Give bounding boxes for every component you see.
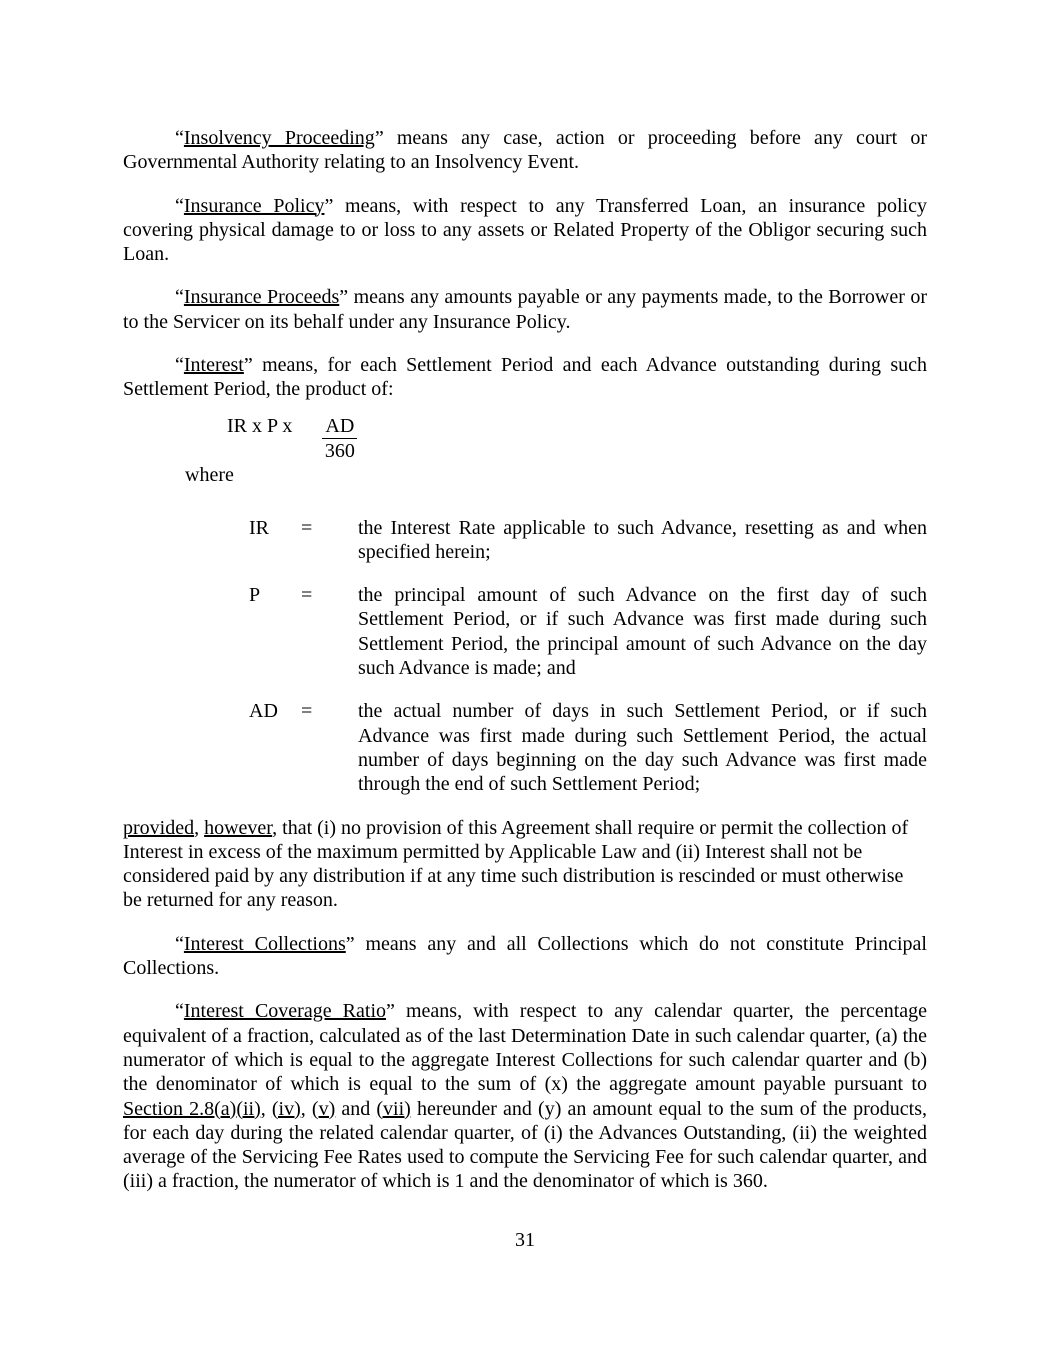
- interest-formula: [227, 414, 927, 464]
- page-number: 31: [515, 1229, 535, 1251]
- equals-sign: =: [301, 584, 313, 607]
- definition-symbol: IR: [249, 516, 269, 539]
- where-label: where: [185, 464, 234, 487]
- underlined-term: (v): [311, 1097, 336, 1120]
- definition-symbol: P: [249, 584, 261, 607]
- underlined-term: Interest Collections: [183, 932, 346, 955]
- underlined-term: Insolvency Proceeding: [183, 127, 375, 149]
- formula-fraction: [322, 414, 357, 464]
- underlined-term: provided: [123, 816, 195, 839]
- paragraph-interest-collections: “Interest Collections” means any and all Collections which do not constitute Principal Collections.: [123, 932, 927, 980]
- underlined-term: Insurance Proceeds: [183, 286, 340, 309]
- underlined-term: Interest Coverage Ratio: [183, 1000, 387, 1023]
- definition-symbol: AD: [249, 700, 278, 723]
- underlined-term: (iv): [271, 1097, 301, 1120]
- definition-row-p: [249, 583, 927, 680]
- underlined-term: (vii): [376, 1097, 411, 1120]
- definition-text: the principal amount of such Advance on the first day of such Settlement Period, or if such Advance was first made during such Settlement Period, the principal amount of such Advance on the day such Advance is made; and: [358, 584, 927, 680]
- formula-denominator: 360: [324, 439, 355, 462]
- paragraph-provided-however: provided, however, that (i) no provision of this Agreement shall require or permit the collection of Interest in excess of the maximum permitted by Applicable Law and (ii) Interest shall not be considered paid by any distribution if at any time such distribution is rescinded or must otherwise be returned for any reason.: [123, 816, 909, 912]
- underlined-term: however: [204, 816, 273, 839]
- definition-row-ad: [249, 699, 927, 796]
- paragraph-insolvency-proceeding: “Insolvency Proceeding” means any case, action or proceeding before any court or Governmental Authority relating to an Insolvency Event.: [123, 127, 928, 174]
- underlined-term: Insurance Policy: [183, 194, 325, 217]
- formula-numerator: AD: [322, 414, 357, 439]
- underlined-term: Section 2.8(a)(ii): [123, 1097, 261, 1120]
- underlined-term: Interest: [183, 354, 244, 377]
- paragraph-interest-coverage-ratio: “Interest Coverage Ratio” means, with respect to any calendar quarter, the percentage equivalent of a fraction, calculated as of the last Determination Date in such calendar quarter, (a) the numerator of which is equal to the aggregate Interest Collections for such calendar quarter and (b) the denominator of which is equal to the sum of (x) the aggregate amount payable pursuant to Section 2.8(a)(ii), (iv), (v) and (vii) hereunder and (y) an amount equal to the sum of the products, for each day during the related calendar quarter, of (i) the Advances Outstanding, (ii) the weighted average of the Servicing Fee Rates used to compute the Servicing Fee for such calendar quarter, and (iii) a fraction, the numerator of which is 1 and the denominator of which is 360.: [123, 1000, 928, 1193]
- paragraph-insurance-proceeds: “Insurance Proceeds” means any amounts payable or any payments made, to the Borrower or to the Servicer on its behalf under any Insurance Policy.: [123, 286, 927, 333]
- definition-text: the Interest Rate applicable to such Advance, resetting as and when specified herein;: [358, 516, 927, 563]
- paragraph-interest: “Interest” means, for each Settlement Period and each Advance outstanding during such Settlement Period, the product of:: [123, 354, 927, 401]
- definition-row-ir: [249, 516, 927, 565]
- equals-sign: =: [301, 700, 313, 723]
- formula-expression: IR x P x: [227, 414, 293, 437]
- paragraph-insurance-policy: “Insurance Policy” means, with respect to any Transferred Loan, an insurance policy covering physical damage to or loss to any assets or Related Property of the Obligor securing such Loan.: [123, 194, 927, 266]
- definition-text: the actual number of days in such Settlement Period, or if such Advance was first made during such Settlement Period, the actual number of days beginning on the day such Advance was first made through the end of such Settlement Period;: [358, 700, 927, 796]
- equals-sign: =: [301, 516, 313, 539]
